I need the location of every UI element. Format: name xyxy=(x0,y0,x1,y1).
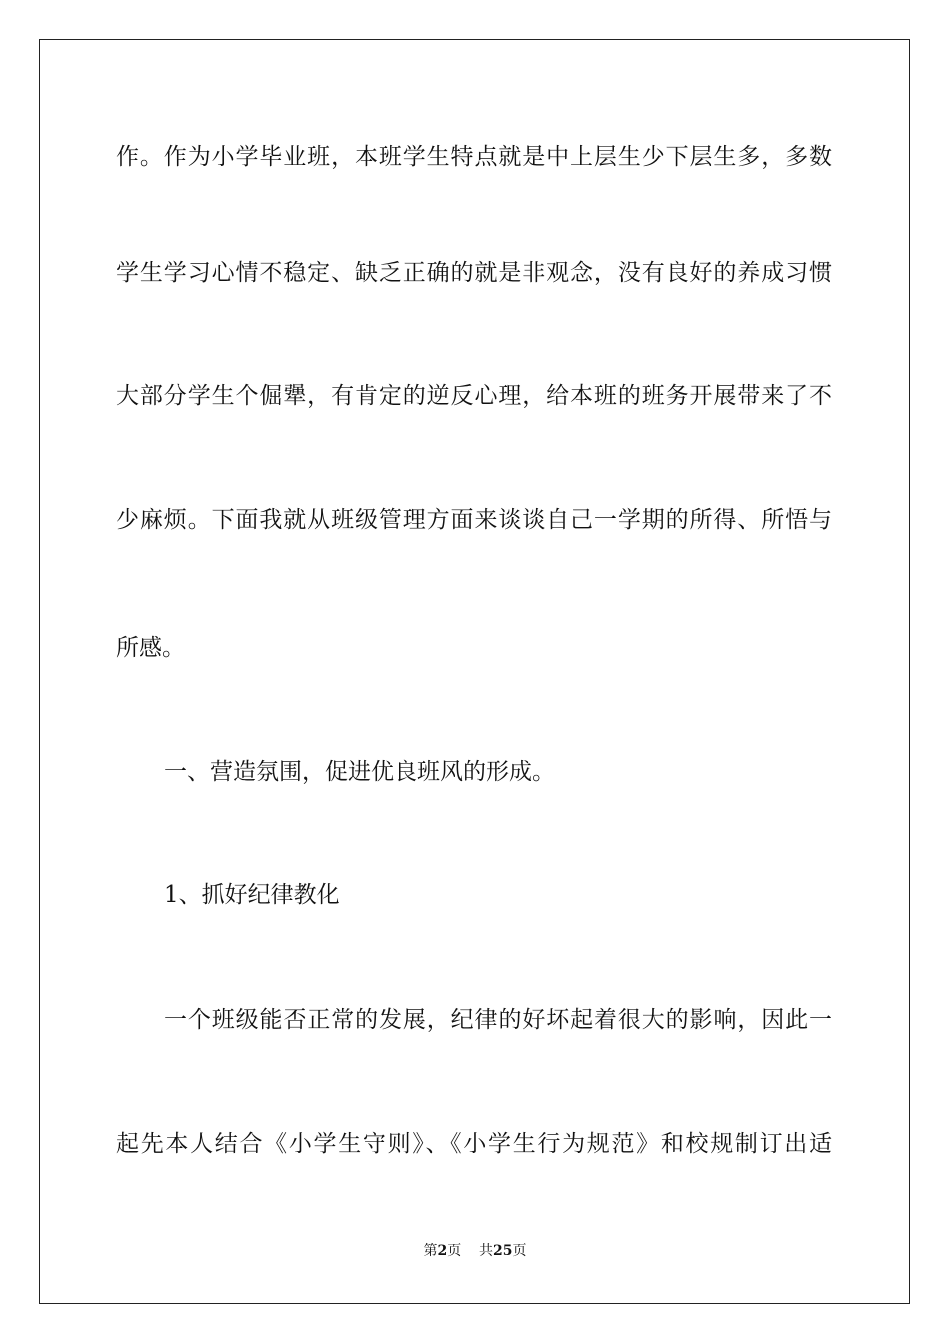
body-text-line-3: 大部分学生个倔犟，有肯定的逆反心理，给本班的班务开展带来了不 xyxy=(116,383,832,409)
subsection-heading: 1、抓好纪律教化 xyxy=(164,882,340,908)
body-text-line-7: 起先本人结合《小学生守则》、《小学生行为规范》和校规制订出适 xyxy=(116,1131,832,1157)
footer-total-prefix: 共 xyxy=(479,1243,494,1259)
body-text-line-5: 所感。 xyxy=(116,635,185,661)
body-text-line-2: 学生学习心情不稳定、缺乏正确的就是非观念，没有良好的养成习惯 xyxy=(116,260,832,286)
footer-total-suffix: 页 xyxy=(512,1243,527,1259)
body-text-line-4: 少麻烦。下面我就从班级管理方面来谈谈自己一学期的所得、所悟与 xyxy=(116,507,832,533)
page-border xyxy=(39,39,910,1304)
footer-page-number: 2 xyxy=(437,1243,448,1259)
page-footer xyxy=(0,1242,950,1260)
footer-total-pages: 25 xyxy=(493,1243,513,1259)
footer-page-prefix: 第 xyxy=(423,1243,438,1259)
footer-page-suffix: 页 xyxy=(447,1243,462,1259)
body-text-line-1: 作。作为小学毕业班，本班学生特点就是中上层生少下层生多，多数 xyxy=(116,144,832,170)
body-text-line-6: 一个班级能否正常的发展，纪律的好坏起着很大的影响，因此一 xyxy=(164,1007,832,1033)
section-heading: 一、营造氛围，促进优良班风的形成。 xyxy=(164,759,555,785)
